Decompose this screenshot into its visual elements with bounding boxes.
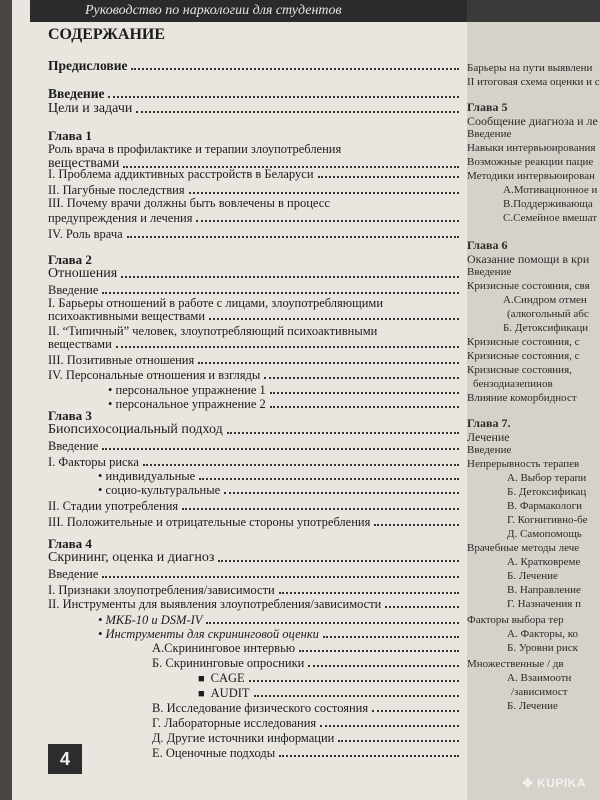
leader-dots [199,478,459,480]
leader-dots [338,740,459,742]
leader-dots [227,432,459,434]
leader-dots [279,592,459,594]
leader-dots [102,576,459,578]
toc-entry-ch4-g[interactable]: Г. Лабораторные исследования [152,715,461,731]
leader-dots [249,680,459,682]
right-line: А.Синдром отмен [503,294,587,306]
leader-dots [385,606,459,608]
toc-entry-ch2-i2-line1: II. “Типичный” человек, злоупотребляющий психоактивными [48,324,378,338]
toc-entry-predislovie[interactable]: Предисловие [48,58,461,74]
right-line: Кризисные состояния, с [467,350,580,362]
toc-entry-ch3-f1[interactable]: • индивидуальные [98,468,461,484]
toc-entry-ch1-title[interactable]: веществами [48,156,461,172]
running-header: Руководство по наркологии для студентов [30,0,467,22]
right-header-band [467,0,600,22]
toc-entry-ch4-a[interactable]: А.Скрининговое интервью [152,640,461,656]
right-line: Б. Уровни риск [507,642,578,654]
right-line: Методики интервьюирован [467,170,595,182]
right-line: А. Выбор терапи [507,472,587,484]
right-line: Введение [467,444,512,456]
leader-dots [270,406,459,408]
toc-entry-ch3-i2[interactable]: II. Стадии употребления [48,498,461,514]
right-line: бензодиазепинов [473,378,553,390]
right-line: А. Взаимоотн [507,672,572,684]
leader-dots [127,236,459,238]
right-line: Кризисные состояния, [467,364,572,376]
right-chapter: Глава 6 [467,238,508,252]
toc-entry-ch4-d[interactable]: Д. Другие источники информации [152,730,461,746]
chapter-3-label: Глава 3 [48,408,92,423]
leader-dots [196,220,459,222]
toc-entry-ch4-m2[interactable]: • Инструменты для скрининговой оценки [98,626,461,642]
toc-entry-ch4-m1[interactable]: • МКБ-10 и DSM-IV [98,612,461,628]
chapter-1-label: Глава 1 [48,128,92,143]
right-line: А. Кратковреме [507,556,581,568]
kupika-logo-icon: ✤ [522,776,537,790]
leader-dots [264,377,459,379]
leader-dots [323,636,459,638]
right-line: Возможные реакции пацие [467,156,594,168]
square-bullet-icon: ■ [198,673,205,685]
toc-entry-ch3-f2[interactable]: • социо-культуральные [98,482,461,498]
leader-dots [372,710,459,712]
toc-entry-ch3-i3[interactable]: III. Положительные и отрицательные стороны употребления [48,514,461,530]
toc-entry-ch2-i1[interactable]: психоактивными веществами [48,308,461,324]
square-bullet-icon: ■ [198,688,205,700]
right-line: Врачебные методы лече [467,542,580,554]
leader-dots [116,346,459,348]
bullet-icon: • [98,483,106,497]
toc-entry-ch2-i2[interactable]: веществами [48,336,461,352]
right-line: В. Фармакологи [507,500,583,512]
leader-dots [254,695,459,697]
leader-dots [218,560,459,562]
toc-entry-ch1-i3[interactable]: предупреждения и лечения [48,210,461,226]
chapter-1-title: Роль врача в профилактике и терапии злоупотребления [48,142,342,156]
toc-entry-ch4-b[interactable]: Б. Скрининговые опросники [152,655,461,671]
toc-entry-ch3-title[interactable]: Биопсихосоциальный подход [48,422,461,438]
toc-entry-ch4-intro[interactable]: Введение [48,566,461,582]
toc-entry-ch1-i3-line1: III. Почему врачи должны быть вовлечены в процесс [48,196,330,210]
leader-dots [308,665,459,667]
leader-dots [279,755,459,757]
left-page [12,0,467,800]
toc-entry-ch1-i2[interactable]: II. Пагубные последствия [48,182,461,198]
leader-dots [318,176,459,178]
toc-entry-ch2-e2[interactable]: • персональное упражнение 2 [108,396,461,412]
right-line: Г. Назначения п [507,598,582,610]
leader-dots [131,68,459,70]
leader-dots [299,650,459,652]
chapter-4-label: Глава 4 [48,536,92,551]
toc-entry-ch3-i1[interactable]: I. Факторы риска [48,454,461,470]
leader-dots [102,292,459,294]
toc-entry-ch2-i1-line1: I. Барьеры отношений в работе с лицами, злоупотребляющими [48,296,384,310]
right-line: Кризисные состояния, с [467,336,580,348]
right-line: /зависимост [511,686,568,698]
right-line: В. Направление [507,584,581,596]
leader-dots [198,362,459,364]
toc-entry-ch4-audit[interactable]: ■ AUDIT [198,685,461,701]
page-title: СОДЕРЖАНИЕ [48,26,166,43]
right-line: (алкогольный абс [507,308,589,320]
right-line: Влияние коморбидност [467,392,577,404]
right-line: Б. Лечение [507,700,558,712]
bullet-icon: • [98,613,106,627]
leader-dots [121,276,459,278]
leader-dots [270,392,459,394]
bullet-icon: • [98,469,106,483]
right-line: Кризисные состояния, свя [467,280,590,292]
toc-entry-ch2-intro[interactable]: Введение [48,282,461,298]
right-line: Множественные / дв [467,658,564,670]
right-line: Навыки интервьюирования [467,142,596,154]
leader-dots [374,524,459,526]
right-line: Б. Лечение [507,570,558,582]
chapter-2-label: Глава 2 [48,252,92,267]
page-number: 4 [48,744,82,774]
bullet-icon: • [98,627,106,641]
toc-entry-celi[interactable]: Цели и задачи [48,101,461,117]
right-line: II итоговая схема оценки и с [467,76,600,88]
toc-entry-ch2-i3[interactable]: III. Позитивные отношения [48,352,461,368]
toc-entry-ch1-i4[interactable]: IV. Роль врача [48,226,461,242]
right-line: Д. Самопомощь [507,528,582,540]
leader-dots [182,508,459,510]
right-line: Барьеры на пути выявлени [467,62,593,74]
right-page [467,0,600,800]
right-line: Г. Когнитивно-бе [507,514,588,526]
right-line: Б. Детоксификаци [503,322,589,334]
right-line: Б. Детоксификац [507,486,587,498]
leader-dots [320,725,459,727]
right-chapter: Глава 7. [467,416,511,430]
leader-dots [206,622,459,624]
toc-entry-ch4-i1[interactable]: I. Признаки злоупотребления/зависимости [48,582,461,598]
leader-dots [102,448,459,450]
toc-entry-ch4-v[interactable]: В. Исследование физического состояния [152,700,461,716]
right-chapter: Глава 5 [467,100,508,114]
toc-entry-ch4-title[interactable]: Скрининг, оценка и диагноз [48,550,461,566]
leader-dots [108,96,459,98]
toc-entry-ch3-intro[interactable]: Введение [48,438,461,454]
toc-entry-ch2-e1[interactable]: • персональное упражнение 1 [108,382,461,398]
right-line: С.Семейное вмешат [503,212,598,224]
leader-dots [136,111,459,113]
right-line: Факторы выбора тер [467,614,564,626]
toc-entry-ch4-e[interactable]: Е. Оценочные подходы [152,745,461,761]
right-line: Оказание помощи в кри [467,252,590,266]
watermark: ✤ KUPIKA [522,776,586,790]
toc-entry-ch2-title[interactable]: Отношения [48,266,461,282]
right-line: В.Поддерживающа [503,198,593,210]
right-line: Сообщение диагноза и ле [467,114,598,128]
leader-dots [224,492,459,494]
toc-entry-ch4-cage[interactable]: ■ CAGE [198,670,461,686]
right-line: Введение [467,266,512,278]
leader-dots [209,318,459,320]
right-line: Введение [467,128,512,140]
bullet-icon: • [108,397,116,411]
right-line: Лечение [467,430,510,444]
leader-dots [189,192,459,194]
leader-dots [143,464,459,466]
right-line: А.Мотивационное и [503,184,598,196]
toc-entry-ch4-i2[interactable]: II. Инструменты для выявления злоупотребления/зависимости [48,596,461,612]
toc-entry-vvedenie[interactable]: Введение [48,86,461,102]
right-line: Непрерывность терапев [467,458,580,470]
right-line: А. Факторы, ко [507,628,579,640]
bullet-icon: • [108,383,116,397]
toc-entry-ch2-i4[interactable]: IV. Персональные отношения и взгляды [48,367,461,383]
toc-entry-ch1-i1[interactable]: I. Проблема аддиктивных расстройств в Беларуси [48,166,461,182]
